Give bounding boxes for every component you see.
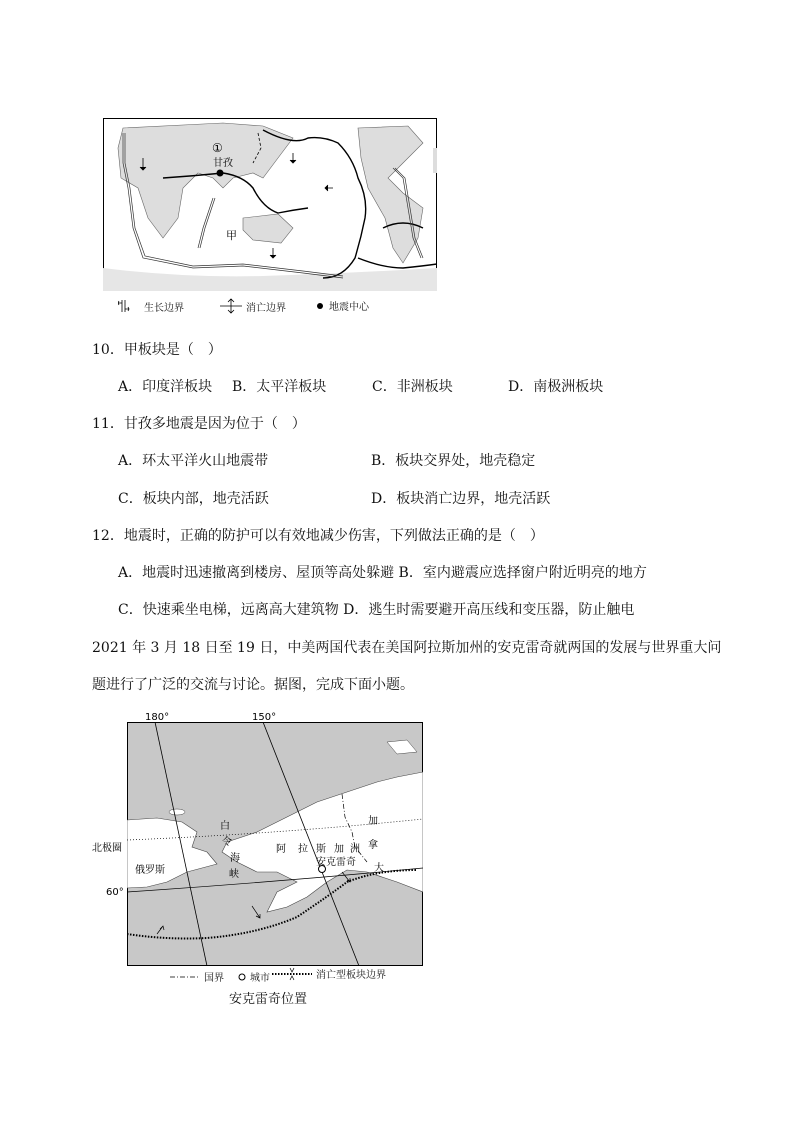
border-line-icon: [170, 973, 200, 981]
legend-epicenter: [315, 298, 369, 313]
q10-stem: 10．甲板块是（ ）: [92, 342, 222, 358]
legend-city: [238, 969, 270, 984]
spreading-boundary-icon: [118, 298, 140, 314]
q10-option-d[interactable]: D．南极洲板块: [508, 379, 604, 395]
epicenter-dot-icon: [315, 301, 325, 311]
bering-char-2: 令: [222, 837, 232, 848]
legend-subduction: [220, 298, 286, 314]
legend-epicenter-label: 地震中心: [329, 302, 369, 313]
canada-char-2: 拿: [368, 840, 378, 851]
legend-border-label: 国界: [204, 973, 224, 984]
arctic-circle-label: 北极圈: [92, 843, 122, 854]
lat-60-label: 60°: [106, 887, 124, 898]
bering-char-1: 白: [220, 821, 230, 832]
legend-city-label: 城市: [250, 973, 270, 984]
alaska-char-1: 阿: [276, 844, 286, 855]
intro-line-1: 2021 年 3 月 18 日至 19 日，中美两国代表在美国阿拉斯加州的安克雷奇就两国的发展与世界重大问: [92, 640, 722, 656]
q11-stem: 11．甘孜多地震是因为位于（ ）: [92, 416, 306, 432]
canada-char-1: 加: [368, 816, 378, 827]
epicenter-ganzi: [217, 170, 224, 177]
alaska-char-3: 斯: [316, 844, 326, 855]
lon-150-label: 150°: [252, 712, 277, 723]
legend-subduction-label-2: 消亡型板块边界: [316, 970, 386, 981]
q12-options-cd[interactable]: C．快速乘坐电梯，远离高大建筑物 D．逃生时需要避开高压线和变压器，防止触电: [118, 602, 635, 618]
world-plate-map: [103, 118, 437, 291]
q12-options-ab[interactable]: A．地震时迅速撤离到楼房、屋顶等高处躲避 B．室内避震应选择窗户附近明亮的地方: [118, 565, 647, 581]
bering-char-4: 峡: [229, 869, 239, 880]
lon-180-label: 180°: [145, 712, 170, 723]
bering-char-3: 海: [230, 853, 240, 864]
intro-line-2: 题进行了广泛的交流与讨论。据图，完成下面小题。: [92, 677, 414, 693]
q10-option-b[interactable]: B．太平洋板块: [232, 379, 327, 395]
legend-spreading-label: 生长边界: [144, 302, 184, 314]
q11-option-b[interactable]: B．板块交界处，地壳稳定: [371, 453, 536, 469]
plate-label-jia: 甲: [226, 229, 237, 242]
subduction-boundary-icon: [220, 298, 242, 314]
q10-option-a[interactable]: A．印度洋板块: [118, 379, 213, 395]
marker-number: ①: [212, 141, 223, 155]
city-label-anchorage: 安克雷奇: [316, 857, 356, 868]
legend-spreading: [118, 298, 184, 314]
alaska-char-5: 洲: [350, 844, 360, 855]
anchorage-map: [127, 722, 423, 966]
q11-option-d[interactable]: D．板块消亡边界，地壳活跃: [371, 491, 551, 507]
canada-char-3: 大: [374, 863, 384, 874]
subduction-line-icon: [272, 967, 312, 981]
city-label-ganzi: 甘孜: [213, 158, 233, 169]
q12-stem: 12．地震时，正确的防护可以有效地减少伤害，下列做法正确的是（ ）: [92, 528, 544, 544]
q10-option-c[interactable]: C．非洲板块: [372, 379, 453, 395]
map2-caption: 安克雷奇位置: [229, 992, 308, 1007]
q11-option-c[interactable]: C．板块内部，地壳活跃: [118, 491, 269, 507]
alaska-char-2: 拉: [298, 844, 308, 855]
q11-option-a[interactable]: A．环太平洋火山地震带: [118, 453, 269, 469]
city-circle-icon: [238, 973, 246, 981]
alaska-char-4: 加: [334, 844, 344, 855]
russia-label: 俄罗斯: [135, 865, 165, 876]
legend-subduction-label: 消亡边界: [246, 302, 286, 314]
legend-border: [170, 969, 224, 984]
legend-subduction-2: [272, 966, 386, 981]
